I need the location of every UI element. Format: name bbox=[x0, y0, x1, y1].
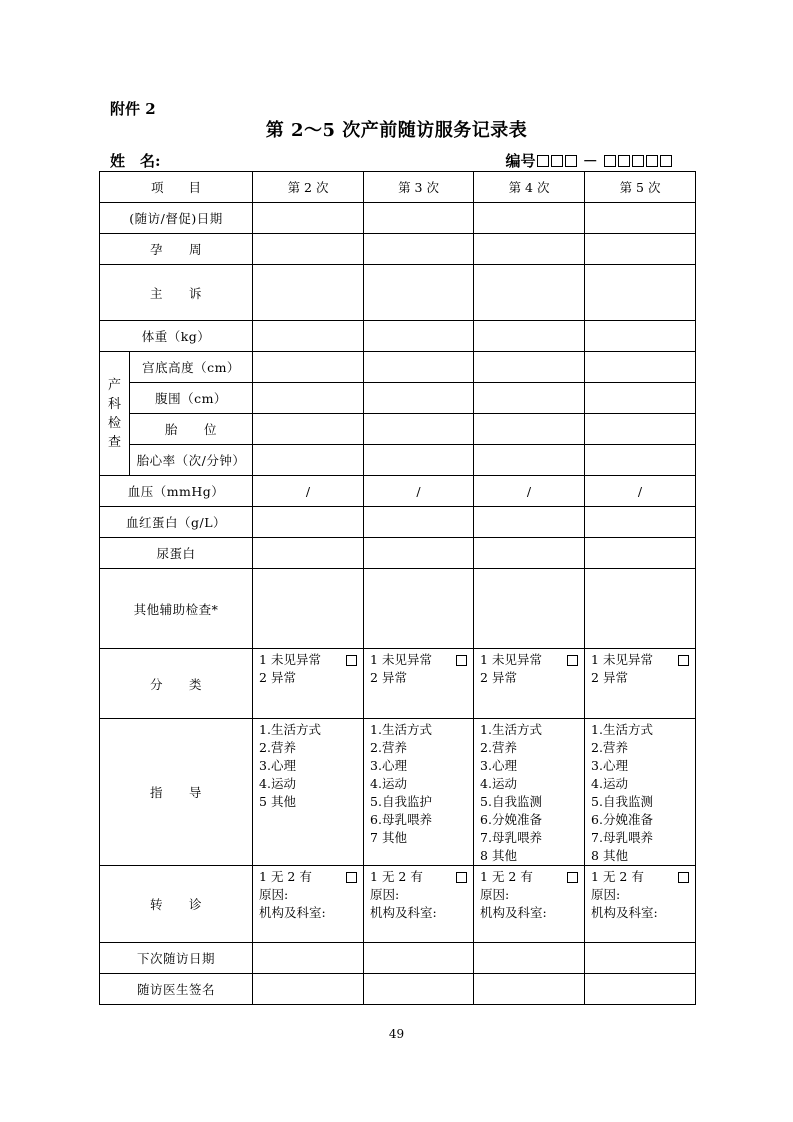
row-label-urine-protein: 尿蛋白 bbox=[100, 538, 253, 569]
table-cell[interactable] bbox=[585, 538, 696, 569]
referral-cell[interactable] bbox=[585, 866, 696, 943]
row-label-referral: 转 诊 bbox=[100, 866, 253, 943]
classification-cell bbox=[585, 649, 696, 719]
guidance-option: 7.母乳喂养 bbox=[480, 830, 542, 845]
table-cell[interactable] bbox=[253, 321, 364, 352]
bp-cell[interactable]: / bbox=[364, 476, 474, 507]
table-cell[interactable] bbox=[364, 569, 474, 649]
table-cell[interactable] bbox=[364, 383, 474, 414]
guidance-cell[interactable] bbox=[585, 719, 696, 866]
table-cell[interactable] bbox=[253, 569, 364, 649]
guidance-option: 4.运动 bbox=[370, 776, 407, 791]
table-cell[interactable] bbox=[474, 943, 585, 974]
bp-cell[interactable]: / bbox=[253, 476, 364, 507]
guidance-option: 3.心理 bbox=[370, 758, 407, 773]
header-row bbox=[100, 172, 696, 203]
row-label-hemoglobin: 血红蛋白（g/L） bbox=[100, 507, 253, 538]
checkbox[interactable] bbox=[346, 655, 357, 666]
guidance-option: 8 其他 bbox=[591, 848, 628, 863]
table-cell[interactable] bbox=[364, 943, 474, 974]
code-box[interactable] bbox=[646, 155, 658, 167]
row-label-fundal-height: 宫底高度（cm） bbox=[130, 352, 253, 383]
table-cell[interactable] bbox=[585, 352, 696, 383]
guidance-option: 7 其他 bbox=[370, 830, 407, 845]
group-char: 查 bbox=[107, 434, 121, 450]
table-cell[interactable] bbox=[364, 352, 474, 383]
table-cell[interactable] bbox=[585, 383, 696, 414]
referral-option: 1 无 2 有 bbox=[259, 869, 312, 884]
row-label-classification: 分 类 bbox=[100, 649, 253, 719]
referral-institution-label: 机构及科室: bbox=[370, 905, 437, 920]
code-box[interactable] bbox=[660, 155, 672, 167]
checkbox[interactable] bbox=[678, 655, 689, 666]
table-row bbox=[100, 383, 696, 414]
table-row bbox=[100, 719, 696, 866]
table-row bbox=[100, 352, 696, 383]
table-cell[interactable] bbox=[585, 507, 696, 538]
checkbox[interactable] bbox=[456, 872, 467, 883]
bp-cell[interactable]: / bbox=[474, 476, 585, 507]
table-cell[interactable] bbox=[253, 974, 364, 1005]
table-row bbox=[100, 414, 696, 445]
table-cell[interactable] bbox=[585, 943, 696, 974]
guidance-option: 2.营养 bbox=[591, 740, 628, 755]
group-char: 检 bbox=[107, 415, 121, 431]
checkbox[interactable] bbox=[567, 655, 578, 666]
referral-option: 1 无 2 有 bbox=[591, 869, 644, 884]
table-row bbox=[100, 265, 696, 321]
row-label-complaint: 主 诉 bbox=[100, 265, 253, 321]
table-cell[interactable] bbox=[585, 203, 696, 234]
guidance-option: 1.生活方式 bbox=[370, 722, 432, 737]
row-label-next-date: 下次随访日期 bbox=[100, 943, 253, 974]
guidance-option: 5.自我监护 bbox=[370, 794, 432, 809]
row-label-date: (随访/督促)日期 bbox=[100, 203, 253, 234]
code-box[interactable] bbox=[632, 155, 644, 167]
row-label-guidance: 指 导 bbox=[100, 719, 253, 866]
guidance-option: 3.心理 bbox=[259, 758, 296, 773]
attachment-label: 附件 2 bbox=[110, 100, 156, 118]
checkbox[interactable] bbox=[456, 655, 467, 666]
table-cell[interactable] bbox=[474, 974, 585, 1005]
table-row bbox=[100, 234, 696, 265]
table-cell[interactable] bbox=[474, 445, 585, 476]
option-normal: 1 未见异常 bbox=[591, 652, 653, 667]
row-label-abdomen: 腹围（cm） bbox=[130, 383, 253, 414]
referral-cell[interactable] bbox=[253, 866, 364, 943]
obstetric-exam-group-label bbox=[100, 352, 130, 476]
bp-cell[interactable]: / bbox=[585, 476, 696, 507]
referral-institution-label: 机构及科室: bbox=[480, 905, 547, 920]
row-label-blood-pressure: 血压（mmHg） bbox=[100, 476, 253, 507]
guidance-option: 3.心理 bbox=[591, 758, 628, 773]
row-label-week: 孕 周 bbox=[100, 234, 253, 265]
table-cell[interactable] bbox=[585, 265, 696, 321]
header-item: 项 目 bbox=[100, 172, 253, 203]
referral-institution-label: 机构及科室: bbox=[259, 905, 326, 920]
guidance-cell[interactable] bbox=[253, 719, 364, 866]
table-row bbox=[100, 866, 696, 943]
form-title: 第 2～5 次产前随访服务记录表 bbox=[265, 120, 528, 141]
table-cell[interactable] bbox=[364, 445, 474, 476]
guidance-option: 2.营养 bbox=[370, 740, 407, 755]
table-cell[interactable] bbox=[253, 234, 364, 265]
table-cell[interactable] bbox=[585, 414, 696, 445]
table-cell[interactable] bbox=[474, 265, 585, 321]
table-row bbox=[100, 943, 696, 974]
guidance-option: 8 其他 bbox=[480, 848, 517, 863]
table-cell[interactable] bbox=[474, 321, 585, 352]
row-label-fetal-heart: 胎心率（次/分钟） bbox=[130, 445, 253, 476]
referral-reason-label: 原因: bbox=[259, 887, 289, 902]
table-row bbox=[100, 507, 696, 538]
table-cell[interactable] bbox=[474, 234, 585, 265]
option-abnormal: 2 异常 bbox=[480, 670, 517, 685]
table-cell[interactable] bbox=[364, 321, 474, 352]
table-cell[interactable] bbox=[364, 538, 474, 569]
guidance-option: 4.运动 bbox=[480, 776, 517, 791]
table-cell[interactable] bbox=[474, 538, 585, 569]
table-cell[interactable] bbox=[474, 569, 585, 649]
row-label-fetal-position: 胎 位 bbox=[130, 414, 253, 445]
table-row bbox=[100, 445, 696, 476]
table-cell[interactable] bbox=[474, 414, 585, 445]
table-cell[interactable] bbox=[585, 234, 696, 265]
table-cell[interactable] bbox=[364, 234, 474, 265]
page-number: 49 bbox=[388, 1027, 405, 1041]
code-box[interactable] bbox=[604, 155, 616, 167]
referral-cell[interactable] bbox=[474, 866, 585, 943]
code-box[interactable] bbox=[537, 155, 549, 167]
guidance-option: 5 其他 bbox=[259, 794, 296, 809]
table-cell[interactable] bbox=[253, 352, 364, 383]
classification-cell bbox=[364, 649, 474, 719]
table-row bbox=[100, 649, 696, 719]
option-abnormal: 2 异常 bbox=[259, 670, 296, 685]
table-cell[interactable] bbox=[253, 943, 364, 974]
table-cell[interactable] bbox=[474, 352, 585, 383]
table-cell[interactable] bbox=[364, 203, 474, 234]
code-box[interactable] bbox=[565, 155, 577, 167]
table-cell[interactable] bbox=[253, 265, 364, 321]
table-cell[interactable] bbox=[364, 974, 474, 1005]
table-cell[interactable] bbox=[253, 414, 364, 445]
option-normal: 1 未见异常 bbox=[370, 652, 432, 667]
group-char: 科 bbox=[107, 396, 121, 412]
table-row bbox=[100, 974, 696, 1005]
guidance-option: 1.生活方式 bbox=[591, 722, 653, 737]
option-abnormal: 2 异常 bbox=[591, 670, 628, 685]
referral-option: 1 无 2 有 bbox=[480, 869, 533, 884]
guidance-option: 3.心理 bbox=[480, 758, 517, 773]
guidance-option: 7.母乳喂养 bbox=[591, 830, 653, 845]
table-row bbox=[100, 569, 696, 649]
table-cell[interactable] bbox=[253, 507, 364, 538]
referral-cell[interactable] bbox=[364, 866, 474, 943]
row-label-doctor-signature: 随访医生签名 bbox=[100, 974, 253, 1005]
code-box[interactable] bbox=[551, 155, 563, 167]
header-visit-3: 第 3 次 bbox=[364, 172, 474, 203]
checkbox[interactable] bbox=[567, 872, 578, 883]
code-separator: － bbox=[582, 152, 598, 170]
referral-reason-label: 原因: bbox=[370, 887, 400, 902]
option-abnormal: 2 异常 bbox=[370, 670, 407, 685]
guidance-option: 5.自我监测 bbox=[591, 794, 653, 809]
header-visit-2: 第 2 次 bbox=[253, 172, 364, 203]
guidance-cell[interactable] bbox=[474, 719, 585, 866]
table-row bbox=[100, 203, 696, 234]
table-cell[interactable] bbox=[253, 445, 364, 476]
classification-cell bbox=[474, 649, 585, 719]
group-char: 产 bbox=[107, 377, 121, 393]
guidance-option: 1.生活方式 bbox=[259, 722, 321, 737]
table-row bbox=[100, 321, 696, 352]
row-label-weight: 体重（kg） bbox=[100, 321, 253, 352]
name-label: 姓 名: bbox=[110, 152, 161, 170]
guidance-cell[interactable] bbox=[364, 719, 474, 866]
option-normal: 1 未见异常 bbox=[259, 652, 321, 667]
table-cell[interactable] bbox=[585, 569, 696, 649]
guidance-option: 2.营养 bbox=[259, 740, 296, 755]
referral-reason-label: 原因: bbox=[591, 887, 621, 902]
table-cell[interactable] bbox=[364, 265, 474, 321]
table-row bbox=[100, 476, 696, 507]
header-visit-5: 第 5 次 bbox=[585, 172, 696, 203]
table-cell[interactable] bbox=[474, 383, 585, 414]
header-visit-4: 第 4 次 bbox=[474, 172, 585, 203]
row-label-other-exams: 其他辅助检查* bbox=[100, 569, 253, 649]
table-row bbox=[100, 538, 696, 569]
checkbox[interactable] bbox=[678, 872, 689, 883]
referral-option: 1 无 2 有 bbox=[370, 869, 423, 884]
table-cell[interactable] bbox=[364, 507, 474, 538]
table-cell[interactable] bbox=[585, 321, 696, 352]
referral-institution-label: 机构及科室: bbox=[591, 905, 658, 920]
prenatal-followup-table bbox=[99, 171, 696, 1005]
table-cell[interactable] bbox=[253, 383, 364, 414]
referral-reason-label: 原因: bbox=[480, 887, 510, 902]
guidance-option: 4.运动 bbox=[591, 776, 628, 791]
table-cell[interactable] bbox=[364, 414, 474, 445]
guidance-option: 6.分娩准备 bbox=[480, 812, 542, 827]
table-cell[interactable] bbox=[474, 507, 585, 538]
code-field bbox=[506, 150, 674, 171]
table-cell[interactable] bbox=[585, 445, 696, 476]
table-cell[interactable] bbox=[585, 974, 696, 1005]
guidance-option: 6.母乳喂养 bbox=[370, 812, 432, 827]
guidance-option: 5.自我监测 bbox=[480, 794, 542, 809]
table-cell[interactable] bbox=[253, 203, 364, 234]
checkbox[interactable] bbox=[346, 872, 357, 883]
guidance-option: 1.生活方式 bbox=[480, 722, 542, 737]
option-normal: 1 未见异常 bbox=[480, 652, 542, 667]
table-cell[interactable] bbox=[474, 203, 585, 234]
guidance-option: 6.分娩准备 bbox=[591, 812, 653, 827]
guidance-option: 4.运动 bbox=[259, 776, 296, 791]
code-box[interactable] bbox=[618, 155, 630, 167]
classification-cell bbox=[253, 649, 364, 719]
code-label: 编号 bbox=[505, 152, 536, 170]
table-cell[interactable] bbox=[253, 538, 364, 569]
guidance-option: 2.营养 bbox=[480, 740, 517, 755]
